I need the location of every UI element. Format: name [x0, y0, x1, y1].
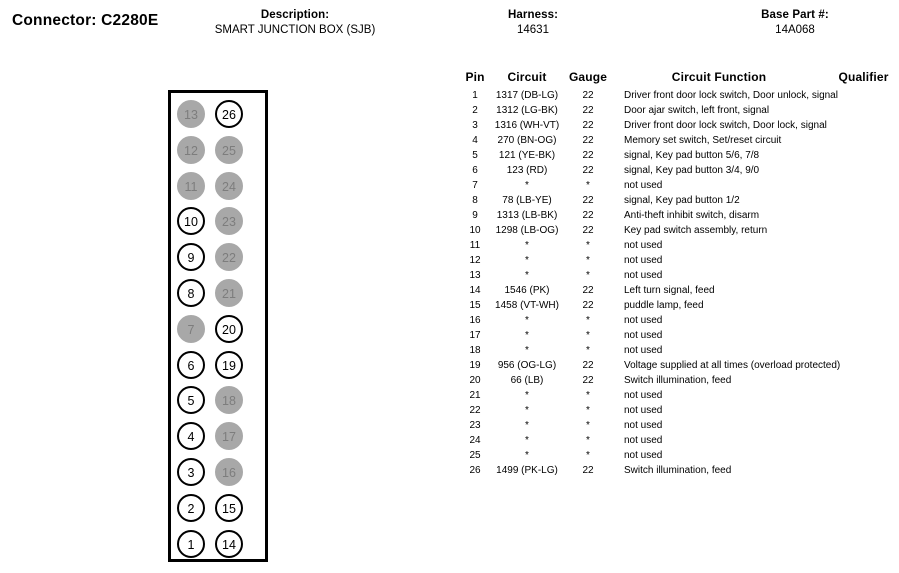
function-cell: not used — [624, 435, 663, 446]
harness-label: Harness: — [507, 9, 559, 21]
gauge-cell: 22 — [582, 300, 594, 311]
function-cell: Anti-theft inhibit switch, disarm — [624, 210, 760, 221]
pin-cell: 21 — [469, 390, 481, 401]
pin-circle-14: 14 — [215, 530, 243, 558]
circuit-cell: * — [525, 435, 529, 446]
circuit-cell: * — [525, 405, 529, 416]
pin-cell: 23 — [469, 420, 481, 431]
pin-circle-2: 2 — [177, 494, 205, 522]
qualifier-cell — [828, 133, 899, 148]
column-header-qualifier: Qualifier — [838, 70, 889, 84]
function-cell: not used — [624, 420, 663, 431]
circuit-cell: * — [525, 270, 529, 281]
table-row — [462, 118, 899, 133]
function-cell: not used — [624, 240, 663, 251]
circuit-cell: * — [525, 450, 529, 461]
circuit-cell: * — [525, 330, 529, 341]
qualifier-cell — [828, 163, 899, 178]
header-bar — [0, 0, 899, 60]
qualifier-cell — [828, 148, 899, 163]
qualifier-cell — [828, 268, 899, 283]
qualifier-cell — [828, 223, 899, 238]
pin-circle-1: 1 — [177, 530, 205, 558]
table-row — [462, 343, 899, 358]
table-row — [462, 313, 899, 328]
circuit-cell: * — [525, 345, 529, 356]
pin-circle-4: 4 — [177, 422, 205, 450]
pin-column-right — [215, 93, 255, 559]
pin-cell: 20 — [469, 375, 481, 386]
pin-circle-20: 20 — [215, 315, 243, 343]
pin-circle-11: 11 — [177, 172, 205, 200]
gauge-cell: 22 — [582, 285, 594, 296]
table-row — [462, 193, 899, 208]
gauge-cell: * — [586, 435, 590, 446]
qualifier-cell — [828, 388, 899, 403]
connector-pin-diagram — [168, 90, 268, 562]
function-cell: puddle lamp, feed — [624, 300, 704, 311]
pin-cell: 22 — [469, 405, 481, 416]
table-row — [462, 283, 899, 298]
pin-circle-16: 16 — [215, 458, 243, 486]
circuit-cell: 1499 (PK-LG) — [496, 465, 558, 476]
table-header-row — [462, 70, 899, 88]
table-row — [462, 163, 899, 178]
pin-circle-21: 21 — [215, 279, 243, 307]
qualifier-cell — [828, 313, 899, 328]
pin-cell: 19 — [469, 360, 481, 371]
qualifier-cell — [828, 178, 899, 193]
table-row — [462, 103, 899, 118]
circuit-cell: 1458 (VT-WH) — [495, 300, 559, 311]
gauge-cell: 22 — [582, 165, 594, 176]
pin-circle-19: 19 — [215, 351, 243, 379]
circuit-cell: * — [525, 315, 529, 326]
table-row — [462, 178, 899, 193]
circuit-cell: 78 (LB-YE) — [502, 195, 552, 206]
connector-title: Connector: C2280E — [12, 12, 159, 29]
function-cell: Switch illumination, feed — [624, 375, 732, 386]
gauge-cell: 22 — [582, 210, 594, 221]
qualifier-cell — [828, 448, 899, 463]
table-row — [462, 373, 899, 388]
pin-cell: 26 — [469, 465, 481, 476]
function-cell: not used — [624, 270, 663, 281]
base-part-label: Base Part #: — [761, 9, 829, 21]
gauge-cell: * — [586, 270, 590, 281]
pin-cell: 15 — [469, 300, 481, 311]
gauge-cell: 22 — [582, 90, 594, 101]
pin-circle-5: 5 — [177, 386, 205, 414]
pin-cell: 7 — [472, 180, 478, 191]
gauge-cell: * — [586, 390, 590, 401]
column-header-pin: Pin — [465, 70, 485, 84]
function-cell: Switch illumination, feed — [624, 465, 732, 476]
qualifier-cell — [828, 418, 899, 433]
circuit-cell: 1546 (PK) — [504, 285, 550, 296]
table-row — [462, 223, 899, 238]
circuit-cell: 123 (RD) — [506, 165, 548, 176]
pin-cell: 14 — [469, 285, 481, 296]
function-cell: signal, Key pad button 5/6, 7/8 — [624, 150, 760, 161]
gauge-cell: 22 — [582, 150, 594, 161]
qualifier-cell — [828, 373, 899, 388]
table-row — [462, 88, 899, 103]
pin-circle-6: 6 — [177, 351, 205, 379]
table-row — [462, 328, 899, 343]
gauge-cell: 22 — [582, 195, 594, 206]
gauge-cell: 22 — [582, 105, 594, 116]
gauge-cell: * — [586, 240, 590, 251]
gauge-cell: 22 — [582, 135, 594, 146]
circuit-cell: * — [525, 255, 529, 266]
gauge-cell: * — [586, 345, 590, 356]
function-cell: not used — [624, 315, 663, 326]
table-row — [462, 133, 899, 148]
qualifier-cell — [828, 118, 899, 133]
qualifier-cell — [828, 463, 899, 478]
qualifier-cell — [828, 208, 899, 223]
pin-cell: 25 — [469, 450, 481, 461]
pin-circle-12: 12 — [177, 136, 205, 164]
pin-cell: 2 — [472, 105, 478, 116]
gauge-cell: * — [586, 405, 590, 416]
pin-circle-9: 9 — [177, 243, 205, 271]
table-row — [462, 208, 899, 223]
pin-circle-25: 25 — [215, 136, 243, 164]
pin-cell: 16 — [469, 315, 481, 326]
function-cell: Left turn signal, feed — [624, 285, 715, 296]
pin-cell: 10 — [469, 225, 481, 236]
pin-cell: 3 — [472, 120, 478, 131]
pin-circle-26: 26 — [215, 100, 243, 128]
description-block — [195, 8, 395, 38]
gauge-cell: 22 — [582, 465, 594, 476]
circuit-cell: 1298 (LB-OG) — [495, 225, 559, 236]
circuit-cell: 66 (LB) — [510, 375, 544, 386]
gauge-cell: * — [586, 315, 590, 326]
table-row — [462, 433, 899, 448]
pin-circle-3: 3 — [177, 458, 205, 486]
qualifier-cell — [828, 328, 899, 343]
function-cell: Key pad switch assembly, return — [624, 225, 768, 236]
function-cell: signal, Key pad button 1/2 — [624, 195, 740, 206]
pin-circle-18: 18 — [215, 386, 243, 414]
table-row — [462, 403, 899, 418]
function-cell: Voltage supplied at all times (overload protected) — [624, 360, 841, 371]
table-row — [462, 268, 899, 283]
table-row — [462, 448, 899, 463]
qualifier-cell — [828, 433, 899, 448]
pin-cell: 17 — [469, 330, 481, 341]
table-row — [462, 298, 899, 313]
gauge-cell: 22 — [582, 120, 594, 131]
pin-cell: 1 — [472, 90, 478, 101]
pin-circle-24: 24 — [215, 172, 243, 200]
pin-circle-8: 8 — [177, 279, 205, 307]
function-cell: not used — [624, 405, 663, 416]
circuit-cell: 121 (YE-BK) — [498, 150, 556, 161]
qualifier-cell — [828, 88, 899, 103]
table-row — [462, 253, 899, 268]
gauge-cell: * — [586, 450, 590, 461]
gauge-cell: 22 — [582, 375, 594, 386]
function-cell: not used — [624, 180, 663, 191]
gauge-cell: * — [586, 420, 590, 431]
pin-cell: 12 — [469, 255, 481, 266]
table-row — [462, 238, 899, 253]
qualifier-cell — [828, 103, 899, 118]
pin-cell: 4 — [472, 135, 478, 146]
function-cell: not used — [624, 390, 663, 401]
pin-cell: 8 — [472, 195, 478, 206]
function-cell: not used — [624, 330, 663, 341]
pin-cell: 5 — [472, 150, 478, 161]
circuit-cell: 270 (BN-OG) — [497, 135, 557, 146]
gauge-cell: * — [586, 180, 590, 191]
function-cell: Memory set switch, Set/reset circuit — [624, 135, 782, 146]
qualifier-cell — [828, 193, 899, 208]
pin-circle-15: 15 — [215, 494, 243, 522]
pin-cell: 24 — [469, 435, 481, 446]
gauge-cell: * — [586, 330, 590, 341]
table-row — [462, 418, 899, 433]
harness-value: 14631 — [517, 24, 549, 36]
pin-circle-23: 23 — [215, 207, 243, 235]
harness-block — [448, 8, 618, 38]
circuit-cell: 1316 (WH-VT) — [494, 120, 560, 131]
qualifier-cell — [828, 298, 899, 313]
column-header-circuit: Circuit — [507, 70, 547, 84]
function-cell: Door ajar switch, left front, signal — [624, 105, 770, 116]
pin-cell: 18 — [469, 345, 481, 356]
qualifier-cell — [828, 238, 899, 253]
function-cell: not used — [624, 450, 663, 461]
qualifier-cell — [828, 403, 899, 418]
pin-cell: 6 — [472, 165, 478, 176]
pin-table-body — [462, 88, 899, 478]
gauge-cell: * — [586, 255, 590, 266]
description-label: Description: — [260, 9, 330, 21]
column-header-gauge: Gauge — [568, 70, 608, 84]
pin-cell: 13 — [469, 270, 481, 281]
qualifier-cell — [828, 283, 899, 298]
function-cell: signal, Key pad button 3/4, 9/0 — [624, 165, 760, 176]
base-part-block — [710, 8, 880, 38]
table-row — [462, 388, 899, 403]
base-part-value: 14A068 — [775, 24, 815, 36]
circuit-cell: * — [525, 420, 529, 431]
pin-circle-22: 22 — [215, 243, 243, 271]
circuit-cell: * — [525, 390, 529, 401]
pin-cell: 11 — [469, 240, 481, 251]
gauge-cell: 22 — [582, 360, 594, 371]
circuit-cell: 1313 (LB-BK) — [496, 210, 558, 221]
description-value: SMART JUNCTION BOX (SJB) — [214, 24, 376, 36]
pin-circle-10: 10 — [177, 207, 205, 235]
pin-cell: 9 — [472, 210, 478, 221]
pin-circle-13: 13 — [177, 100, 205, 128]
function-cell: not used — [624, 345, 663, 356]
table-row — [462, 148, 899, 163]
function-cell: not used — [624, 255, 663, 266]
pin-circle-7: 7 — [177, 315, 205, 343]
qualifier-cell — [828, 343, 899, 358]
column-header-function: Circuit Function — [671, 70, 767, 84]
circuit-cell: 956 (OG-LG) — [497, 360, 557, 371]
pin-column-left — [177, 93, 217, 559]
function-cell: Driver front door lock switch, Door unlock, signal — [624, 90, 838, 101]
gauge-cell: 22 — [582, 225, 594, 236]
function-cell: Driver front door lock switch, Door lock, signal — [624, 120, 827, 131]
pin-circle-17: 17 — [215, 422, 243, 450]
circuit-cell: 1312 (LG-BK) — [496, 105, 558, 116]
circuit-cell: * — [525, 240, 529, 251]
circuit-cell: 1317 (DB-LG) — [495, 90, 559, 101]
pin-table — [462, 70, 899, 478]
qualifier-cell — [828, 253, 899, 268]
table-row — [462, 463, 899, 478]
table-row — [462, 358, 899, 373]
circuit-cell: * — [525, 180, 529, 191]
